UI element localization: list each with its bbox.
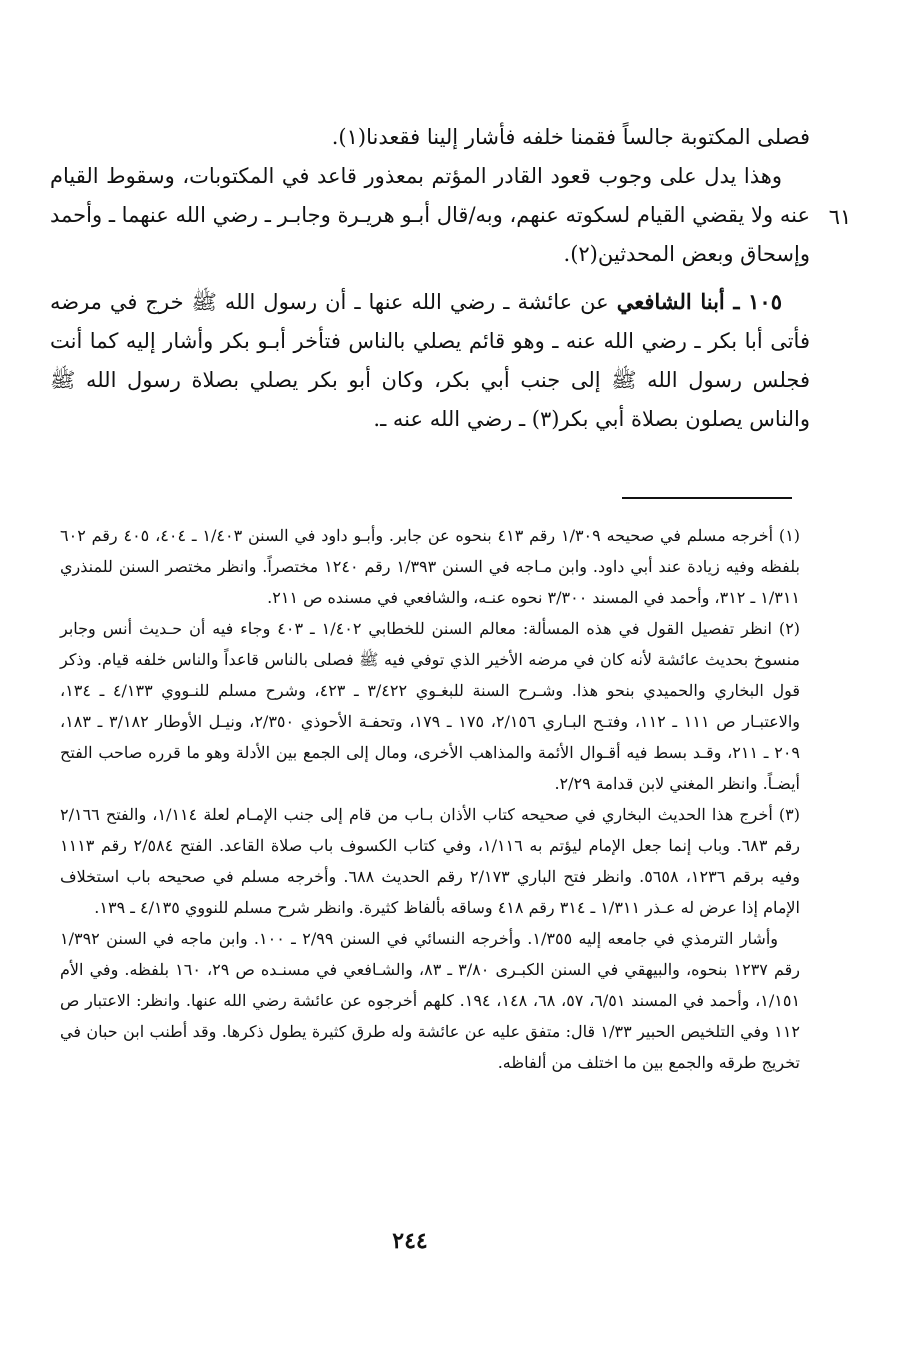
footnote-3-continuation: وأشار الترمذي في جامعه إليه ١/٣٥٥. وأخرجه النسائي في السنن ٢/٩٩ ـ ١٠٠. وابن ماجه في السنن ١/٣٩٢ رقم ١٢٣٧ بنحوه، والبيهقي في السنن الكبـرى ٣/٨٠ ـ ٨٣، والشـافعي في مسنـده ص ٢٩، ١٦٠ بلفظه. وفي الأم ١/١٥١، وأحمد في المسند ٦/٥١، ٥٧، ٦٨، ١٤٨، ١٩٤. كلهم أخرجوه عن عائشة رضي الله عنها. وانظر: الاعتبار ص ١١٢ وفي التلخيص الحبير ١/٣٣ قال: متفق عليه عن عائشة وله طرق كثيرة يطول ذكرها. وقد أطنب ابن حبان في تخريج طرقه والجمع بين ما اختلف من ألفاظه. — [60, 929, 801, 1072]
margin-page-marker: ٦١ — [828, 205, 852, 229]
paragraph-commentary: وهذا يدل على وجوب قعود القادر المؤتم بمعذور قاعد في المكتوبات، وسقوط القيام عنه ولا يقضي القيام لسكوته عنهم، وبه/قال أبـو هريـرة وجابـر ـ رضي الله عنهما ـ وأحمد وإسحاق وبعض المحدثين(٢). — [50, 164, 810, 266]
paragraph-hadith-105 — [50, 282, 810, 439]
footnote-divider — [622, 497, 792, 499]
footnote-1: (١) أخرجه مسلم في صحيحه ١/٣٠٩ رقم ٤١٣ بنحوه عن جابر. وأبـو داود في السنن ١/٤٠٣ ـ ٤٠٤، ٤٠٥ رقم ٦٠٢ بلفظه وفيه زيادة عند أبي داود. وابن مـاجه في السنن ١/٣٩٣ رقم ١٢٤٠ مختصراً. وانظر مختصر السنن للمنذري ١/٣١١ ـ ٣١٢، وأحمد في المسند ٣/٣٠٠ نحوه عنـه، والشافعي في مسنده ص ٢١١. — [60, 526, 801, 607]
text-line-continuation: فصلى المكتوبة جالساً فقمنا خلفه فأشار إلينا فقعدنا(١). — [331, 125, 810, 149]
page-number: ٢٤٤ — [392, 1228, 428, 1254]
footnote-2: (٢) انظر تفصيل القول في هذه المسألة: معالم السنن للخطابي ١/٤٠٢ ـ ٤٠٣ وجاء فيه أن حـديث أنس وجابر منسوخ بحديث عائشة لأنه كان في مرضه الأخير الذي توفي فيه ﷺ فصلى بالناس قاعداً والناس خلفه قيام. وذكر قول البخاري والحميدي بنحو هذا. وشـرح السنة للبغـوي ٣/٤٢٢ ـ ٤٢٣، وشرح مسلم للنـووي ٤/١٣٣ ـ ١٣٤، والاعتبـار ص ١١١ ـ ١١٢، وفتـح البـاري ٢/١٥٦، ١٧٥ ـ ١٧٩، وتحفـة الأحوذي ٢/٣٥٠، ونيـل الأوطار ٣/١٨٢ ـ ١٨٣، ٢٠٩ ـ ٢١١، وقـد بسط فيه أقـوال الأئمة والمذاهب الأخرى، ومال إلى الجمع بين الأدلة وهو ما قرره صاحب الفتح أيضـاً. وانظر المغني لابن قدامة ٢/٢٩. — [60, 619, 801, 793]
main-text — [50, 118, 810, 439]
hadith-text: عن عائشة ـ رضي الله عنها ـ أن رسول الله ﷺ خرج في مرضه فأتى أبا بكر ـ رضي الله عنه ـ وهو قائم يصلي بالناس فتأخر أبـو بكر وأشار إليه كما أنت فجلس رسول الله ﷺ إلى جنب أبي بكر، وكان أبو بكر يصلي بصلاة رسول الله ﷺ والناس يصلون بصلاة أبي بكر(٣) ـ رضي الله عنه ـ. — [50, 290, 810, 431]
hadith-label: ١٠٥ ـ أبنا الشافعي — [616, 289, 782, 314]
footnote-3: (٣) أخرج هذا الحديث البخاري في صحيحه كتاب الأذان بـاب من قام إلى جنب الإمـام لعلة ١/١١٤، والفتح ٢/١٦٦ رقم ٦٨٣. وباب إنما جعل الإمام ليؤتم به ١/١١٦، وفي كتاب الكسوف باب صلاة القاعد. الفتح ٢/٥٨٤ رقم ١١١٣ وفيه برقم ١٢٣٦، ٥٦٥٨. وانظر فتح الباري ٢/١٧٣ رقم الحديث ٦٨٨. وأخرجه مسلم في صحيحه باب استخلاف الإمام إذا عرض له عـذر ١/٣١١ ـ ٣١٤ رقم ٤١٨ وساقه بألفاظ كثيرة. وانظر شرح مسلم للنووي ٤/١٣٥ ـ ١٣٩. — [60, 805, 801, 917]
footnotes — [60, 520, 800, 1078]
